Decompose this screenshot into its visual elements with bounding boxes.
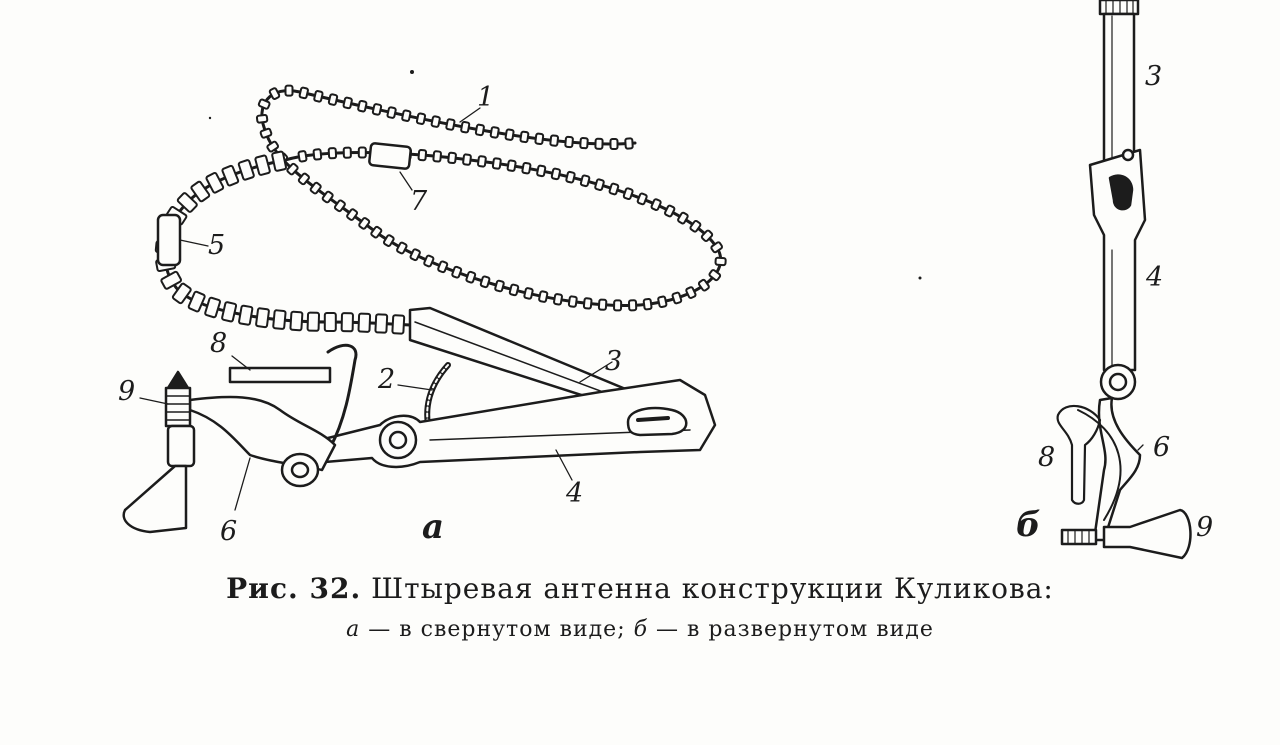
antenna-bead bbox=[461, 122, 470, 133]
antenna-bead bbox=[478, 156, 486, 167]
antenna-bead bbox=[298, 151, 306, 162]
caption-a-text: — в свернутом виде; bbox=[368, 617, 626, 642]
antenna-bead bbox=[629, 300, 636, 310]
antenna-bead bbox=[255, 155, 270, 175]
bracket-6-vertical bbox=[1094, 398, 1140, 540]
antenna-bead bbox=[509, 284, 518, 295]
antenna-bead bbox=[260, 128, 272, 138]
antenna-bead bbox=[677, 212, 688, 224]
screw-9-wing bbox=[124, 466, 186, 532]
caption-letter-a: а bbox=[346, 617, 361, 642]
antenna-bead bbox=[257, 115, 268, 123]
antenna-bead bbox=[418, 150, 426, 161]
panel-a-letter: а bbox=[422, 507, 445, 547]
antenna-bead bbox=[554, 294, 563, 305]
antenna-bead bbox=[273, 310, 286, 329]
label-a-3: 3 bbox=[605, 346, 623, 377]
antenna-bead bbox=[161, 271, 182, 289]
antenna-bead bbox=[609, 183, 619, 195]
label-b-3: 3 bbox=[1145, 61, 1163, 92]
antenna-bead bbox=[431, 116, 440, 127]
antenna-bead bbox=[343, 97, 352, 108]
antenna-bead bbox=[535, 133, 543, 144]
label-b-4: 4 bbox=[1146, 262, 1164, 293]
caption-title-text: Штыревая антенна конструкции Куликова: bbox=[371, 572, 1054, 605]
panel-a-folded-antenna bbox=[124, 86, 726, 532]
antenna-bead bbox=[463, 154, 471, 165]
antenna-bead bbox=[664, 205, 675, 217]
antenna-bead bbox=[373, 104, 382, 115]
antenna-bead bbox=[392, 315, 404, 334]
caption-letter-b: б bbox=[633, 617, 649, 642]
antenna-bead bbox=[658, 296, 667, 307]
antenna-bead bbox=[313, 149, 321, 160]
antenna-bead bbox=[495, 280, 504, 292]
antenna-bead bbox=[206, 172, 224, 193]
label-a-2: 2 bbox=[378, 364, 396, 395]
antenna-bead bbox=[424, 255, 434, 267]
antenna-bead bbox=[537, 165, 546, 176]
antenna-bead bbox=[651, 199, 661, 211]
antenna-bead bbox=[205, 297, 221, 317]
label-b-8: 8 bbox=[1038, 442, 1056, 473]
antenna-bead bbox=[566, 172, 575, 183]
antenna-bead bbox=[610, 139, 617, 149]
antenna-bead bbox=[507, 160, 515, 171]
antenna-bead bbox=[637, 193, 647, 205]
catch-8 bbox=[230, 368, 330, 382]
antenna-bead bbox=[522, 163, 531, 174]
antenna-bead bbox=[433, 151, 441, 162]
antenna-bead bbox=[565, 137, 573, 148]
antenna-bead bbox=[672, 292, 682, 304]
antenna-bead bbox=[188, 291, 205, 312]
antenna-bead bbox=[358, 313, 370, 331]
rod-3-vertical bbox=[1104, 14, 1134, 164]
antenna-bead bbox=[493, 158, 501, 169]
antenna-bead bbox=[375, 314, 387, 333]
antenna-bead bbox=[272, 151, 287, 171]
antenna-bead bbox=[238, 160, 254, 181]
antenna-bead bbox=[387, 107, 396, 118]
caption-b-text: — в развернутом виде bbox=[656, 617, 934, 642]
antenna-bead bbox=[402, 110, 411, 121]
antenna-bead bbox=[383, 235, 394, 247]
label-a-5: 5 bbox=[208, 230, 226, 261]
antenna-bead bbox=[258, 99, 270, 109]
antenna-bead bbox=[490, 127, 499, 138]
antenna-bead bbox=[342, 313, 353, 331]
label-a-9: 9 bbox=[118, 376, 136, 407]
antenna-bead bbox=[595, 139, 602, 149]
label-a-1: 1 bbox=[477, 82, 495, 113]
antenna-bead bbox=[580, 138, 588, 148]
label-a-4: 4 bbox=[566, 478, 584, 509]
antenna-bead bbox=[580, 175, 589, 186]
antenna-bead bbox=[417, 113, 426, 124]
catch-8-vertical bbox=[1058, 406, 1100, 504]
screw-9-vertical-wing bbox=[1104, 510, 1190, 558]
figure-caption-subtitle bbox=[0, 617, 1280, 642]
panel-b-unfolded-antenna bbox=[1058, 0, 1191, 558]
joint-section-5 bbox=[158, 215, 180, 265]
antenna-bead bbox=[308, 313, 320, 331]
label-b-6: 6 bbox=[1153, 432, 1171, 463]
antenna-bead bbox=[222, 165, 239, 186]
antenna-bead bbox=[466, 271, 476, 283]
antenna-bead bbox=[505, 129, 513, 140]
antenna-bead bbox=[314, 91, 323, 102]
antenna-bead bbox=[299, 87, 308, 98]
label-a-6: 6 bbox=[220, 516, 238, 547]
antenna-bead bbox=[438, 261, 448, 273]
antenna-bead bbox=[328, 94, 337, 105]
antenna-bead bbox=[623, 188, 633, 200]
label-b-9: 9 bbox=[1196, 512, 1214, 543]
antenna-bead bbox=[584, 298, 592, 309]
antenna-bead bbox=[286, 86, 293, 96]
antenna-bead bbox=[595, 179, 604, 191]
screw-9-nut bbox=[168, 426, 194, 466]
antenna-bead bbox=[686, 287, 697, 299]
antenna-bead bbox=[644, 299, 652, 310]
antenna-bead bbox=[329, 148, 337, 158]
antenna-bead bbox=[476, 124, 485, 135]
antenna-bead bbox=[239, 305, 253, 325]
antenna-bead bbox=[614, 300, 621, 310]
antenna-bead bbox=[325, 313, 336, 331]
label-a-7: 7 bbox=[410, 186, 428, 217]
antenna-bead bbox=[256, 308, 269, 327]
antenna-bead bbox=[715, 258, 725, 266]
antenna-bead bbox=[550, 135, 558, 146]
antenna-bead bbox=[480, 276, 490, 288]
antenna-bead bbox=[290, 312, 302, 331]
screw-9-tip bbox=[168, 372, 188, 388]
antenna-bead bbox=[539, 291, 548, 302]
antenna-bead bbox=[410, 249, 421, 261]
antenna-bead bbox=[344, 148, 351, 158]
antenna-bead bbox=[551, 168, 560, 179]
antenna-bead bbox=[446, 119, 455, 130]
screw-9-vertical-thread bbox=[1062, 530, 1096, 544]
antenna-bead bbox=[448, 153, 456, 164]
figure-caption-title bbox=[0, 572, 1280, 605]
antenna-bead bbox=[625, 138, 633, 148]
panel-b-letter: б bbox=[1016, 505, 1041, 545]
sleeve-section-7 bbox=[369, 143, 411, 169]
antenna-bead bbox=[452, 266, 462, 278]
antenna-bead bbox=[191, 181, 210, 202]
antenna-bead bbox=[358, 101, 367, 112]
antenna-bead bbox=[520, 131, 528, 142]
antenna-bead bbox=[524, 288, 533, 299]
label-a-8: 8 bbox=[210, 328, 228, 359]
antenna-bead bbox=[569, 296, 577, 307]
antenna-bead bbox=[599, 299, 607, 309]
antenna-bead bbox=[222, 302, 237, 322]
caption-figure-number: Рис. 32. bbox=[226, 572, 362, 605]
antenna-bead bbox=[359, 147, 366, 157]
antenna-bead bbox=[396, 242, 407, 254]
